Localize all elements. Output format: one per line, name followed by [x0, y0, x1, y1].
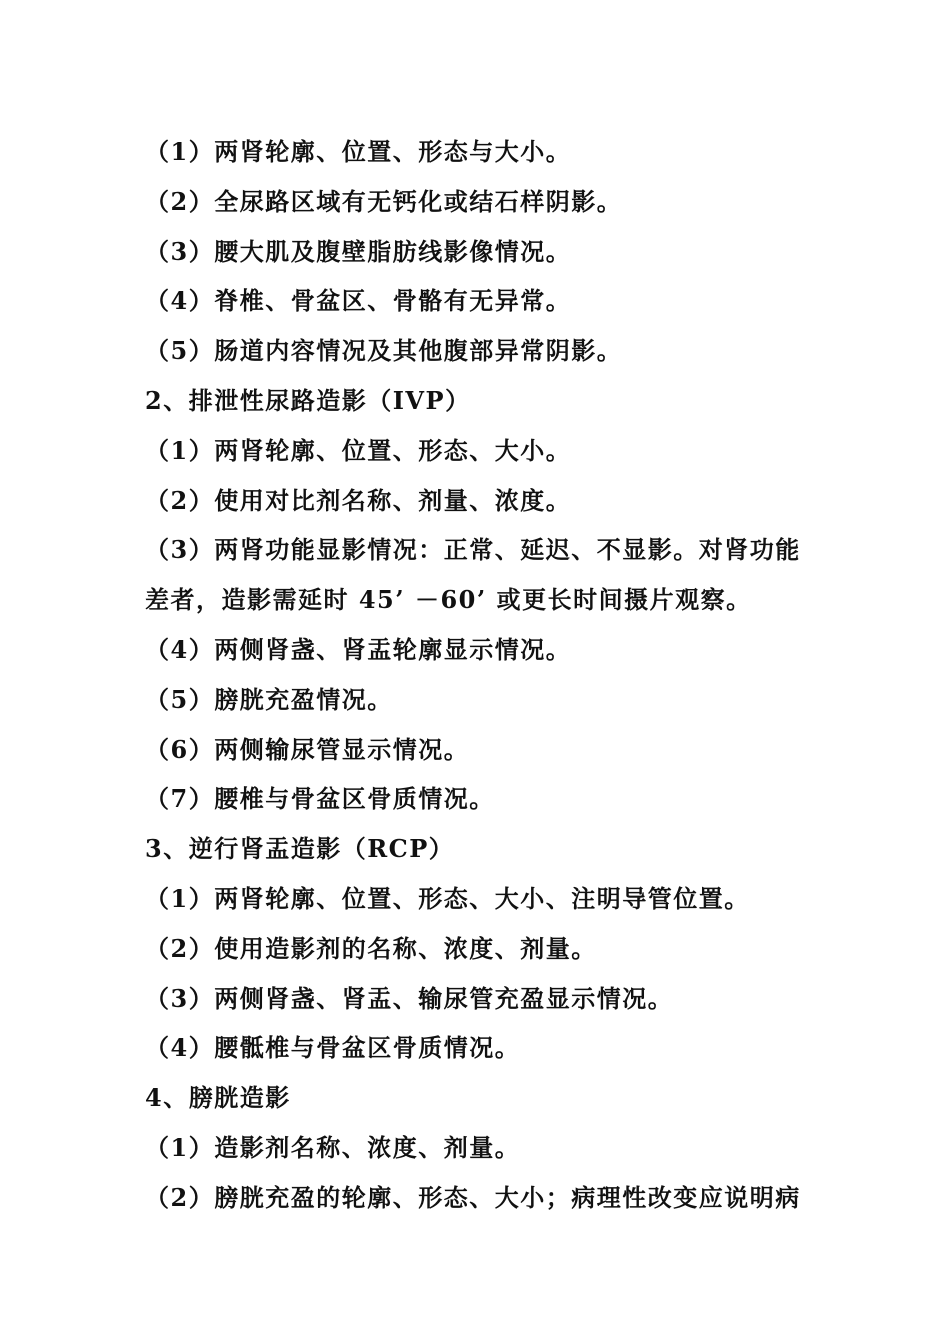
text-line: （7）腰椎与骨盆区骨质情况。 — [145, 784, 495, 814]
section-heading: 4、膀胱造影 — [145, 1083, 291, 1113]
text-line: （5）膀胱充盈情况。 — [145, 684, 393, 714]
text-line: （6）两侧输尿管显示情况。 — [145, 734, 470, 764]
document-body — [145, 127, 825, 1223]
text-line: （2）使用造影剂的名称、浓度、剂量。 — [145, 933, 597, 963]
text-line: （1）两肾轮廓、位置、形态与大小。 — [145, 137, 572, 166]
section-heading: 2、排泄性尿路造影（IVP） — [145, 385, 471, 415]
text-line: 差者，造影需延时 45’ －60’ 或更长时间摄片观察。 — [145, 585, 752, 615]
text-line: （2）全尿路区域有无钙化或结石样阴影。 — [145, 186, 623, 216]
text-line: （2）使用对比剂名称、剂量、浓度。 — [145, 485, 572, 515]
section-heading: 3、逆行肾盂造影（RCP） — [145, 834, 455, 864]
text-line: （3）腰大肌及腹壁脂肪线影像情况。 — [145, 236, 572, 266]
text-line: （4）脊椎、骨盆区、骨骼有无异常。 — [145, 286, 572, 316]
text-line: （4）两侧肾盏、肾盂轮廓显示情况。 — [145, 634, 572, 664]
text-line: （4）腰骶椎与骨盆区骨质情况。 — [145, 1033, 521, 1063]
text-line: （1）造影剂名称、浓度、剂量。 — [145, 1132, 521, 1162]
text-line: （1）两肾轮廓、位置、形态、大小、注明导管位置。 — [145, 883, 750, 913]
text-line: （3）两肾功能显影情况：正常、延迟、不显影。对肾功能 — [145, 535, 801, 565]
text-line: （2）膀胱充盈的轮廓、形态、大小；病理性改变应说明病 — [145, 1182, 801, 1212]
text-line: （3）两侧肾盏、肾盂、输尿管充盈显示情况。 — [145, 983, 674, 1013]
text-line: （5）肠道内容情况及其他腹部异常阴影。 — [145, 336, 623, 366]
text-line: （1）两肾轮廓、位置、形态、大小。 — [145, 435, 572, 465]
